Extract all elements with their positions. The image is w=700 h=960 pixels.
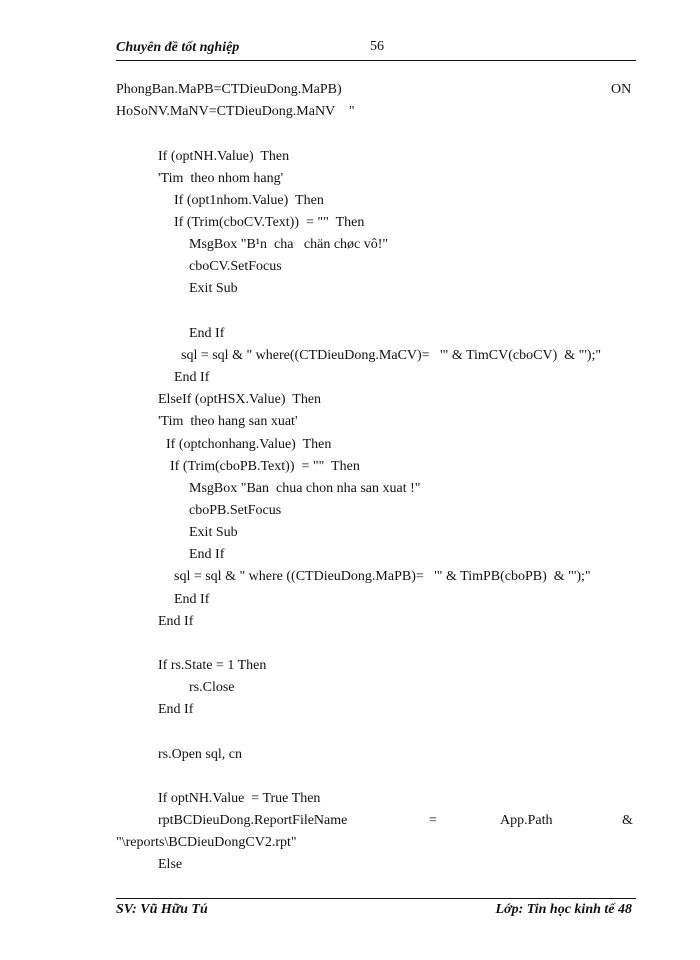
code-line-26: End If: [158, 702, 194, 717]
code-line-30: "\reports\BCDieuDongCV2.rpt": [116, 835, 297, 850]
code-line-27: rs.Open sql, cn: [158, 747, 242, 762]
footer-student: SV: Vũ Hữu Tú: [116, 902, 208, 917]
footer-rule: [116, 898, 636, 899]
code-line-1a: PhongBan.MaPB=CTDieuDong.MaPB): [116, 82, 342, 97]
code-line-6: If (Trim(cboCV.Text)) = "" Then: [174, 215, 365, 230]
header-rule: [116, 60, 636, 61]
code-line-11: sql = sql & " where((CTDieuDong.MaCV)= '" & TimCV(cboCV) & "');": [181, 348, 602, 363]
code-line-29a: rptBCDieuDong.ReportFileName: [158, 813, 348, 828]
code-line-1b: ON: [611, 82, 632, 97]
code-line-17: MsgBox "Ban chua chon nha san xuat !": [189, 481, 421, 496]
code-line-3: If (optNH.Value) Then: [158, 149, 290, 164]
code-line-19: Exit Sub: [189, 525, 238, 540]
header-title: Chuyên đề tốt nghiệp: [116, 40, 240, 55]
code-line-29b: =: [429, 813, 437, 828]
code-line-2: HoSoNV.MaNV=CTDieuDong.MaNV ": [116, 104, 355, 119]
code-line-13: ElseIf (optHSX.Value) Then: [158, 392, 322, 407]
code-line-8: cboCV.SetFocus: [189, 259, 282, 274]
code-line-15: If (optchonhang.Value) Then: [166, 437, 332, 452]
code-line-28: If optNH.Value = True Then: [158, 791, 321, 806]
page-number: 56: [370, 39, 384, 54]
code-line-10: End If: [189, 326, 225, 341]
code-line-18: cboPB.SetFocus: [189, 503, 282, 518]
code-line-21: sql = sql & " where ((CTDieuDong.MaPB)= '" & TimPB(cboPB) & "');": [174, 569, 591, 584]
code-line-4: 'Tim theo nhom hang': [158, 171, 284, 186]
code-line-14: 'Tim theo hang san xuat': [158, 414, 298, 429]
footer-class: Lớp: Tin học kinh tế 48: [495, 902, 632, 917]
code-line-31: Else: [158, 857, 183, 872]
code-line-16: If (Trim(cboPB.Text)) = "" Then: [170, 459, 360, 474]
code-line-25: rs.Close: [189, 680, 235, 695]
code-line-24: If rs.State = 1 Then: [158, 658, 267, 673]
code-line-29c: App.Path: [500, 813, 553, 828]
code-line-20: End If: [189, 547, 225, 562]
code-line-5: If (opt1nhom.Value) Then: [174, 193, 324, 208]
code-line-23: End If: [158, 614, 194, 629]
code-line-29d: &: [622, 813, 633, 828]
code-line-7: MsgBox "B¹n cha chän chøc vô!": [189, 237, 389, 252]
code-line-12: End If: [174, 370, 210, 385]
code-line-9: Exit Sub: [189, 281, 238, 296]
code-line-22: End If: [174, 592, 210, 607]
